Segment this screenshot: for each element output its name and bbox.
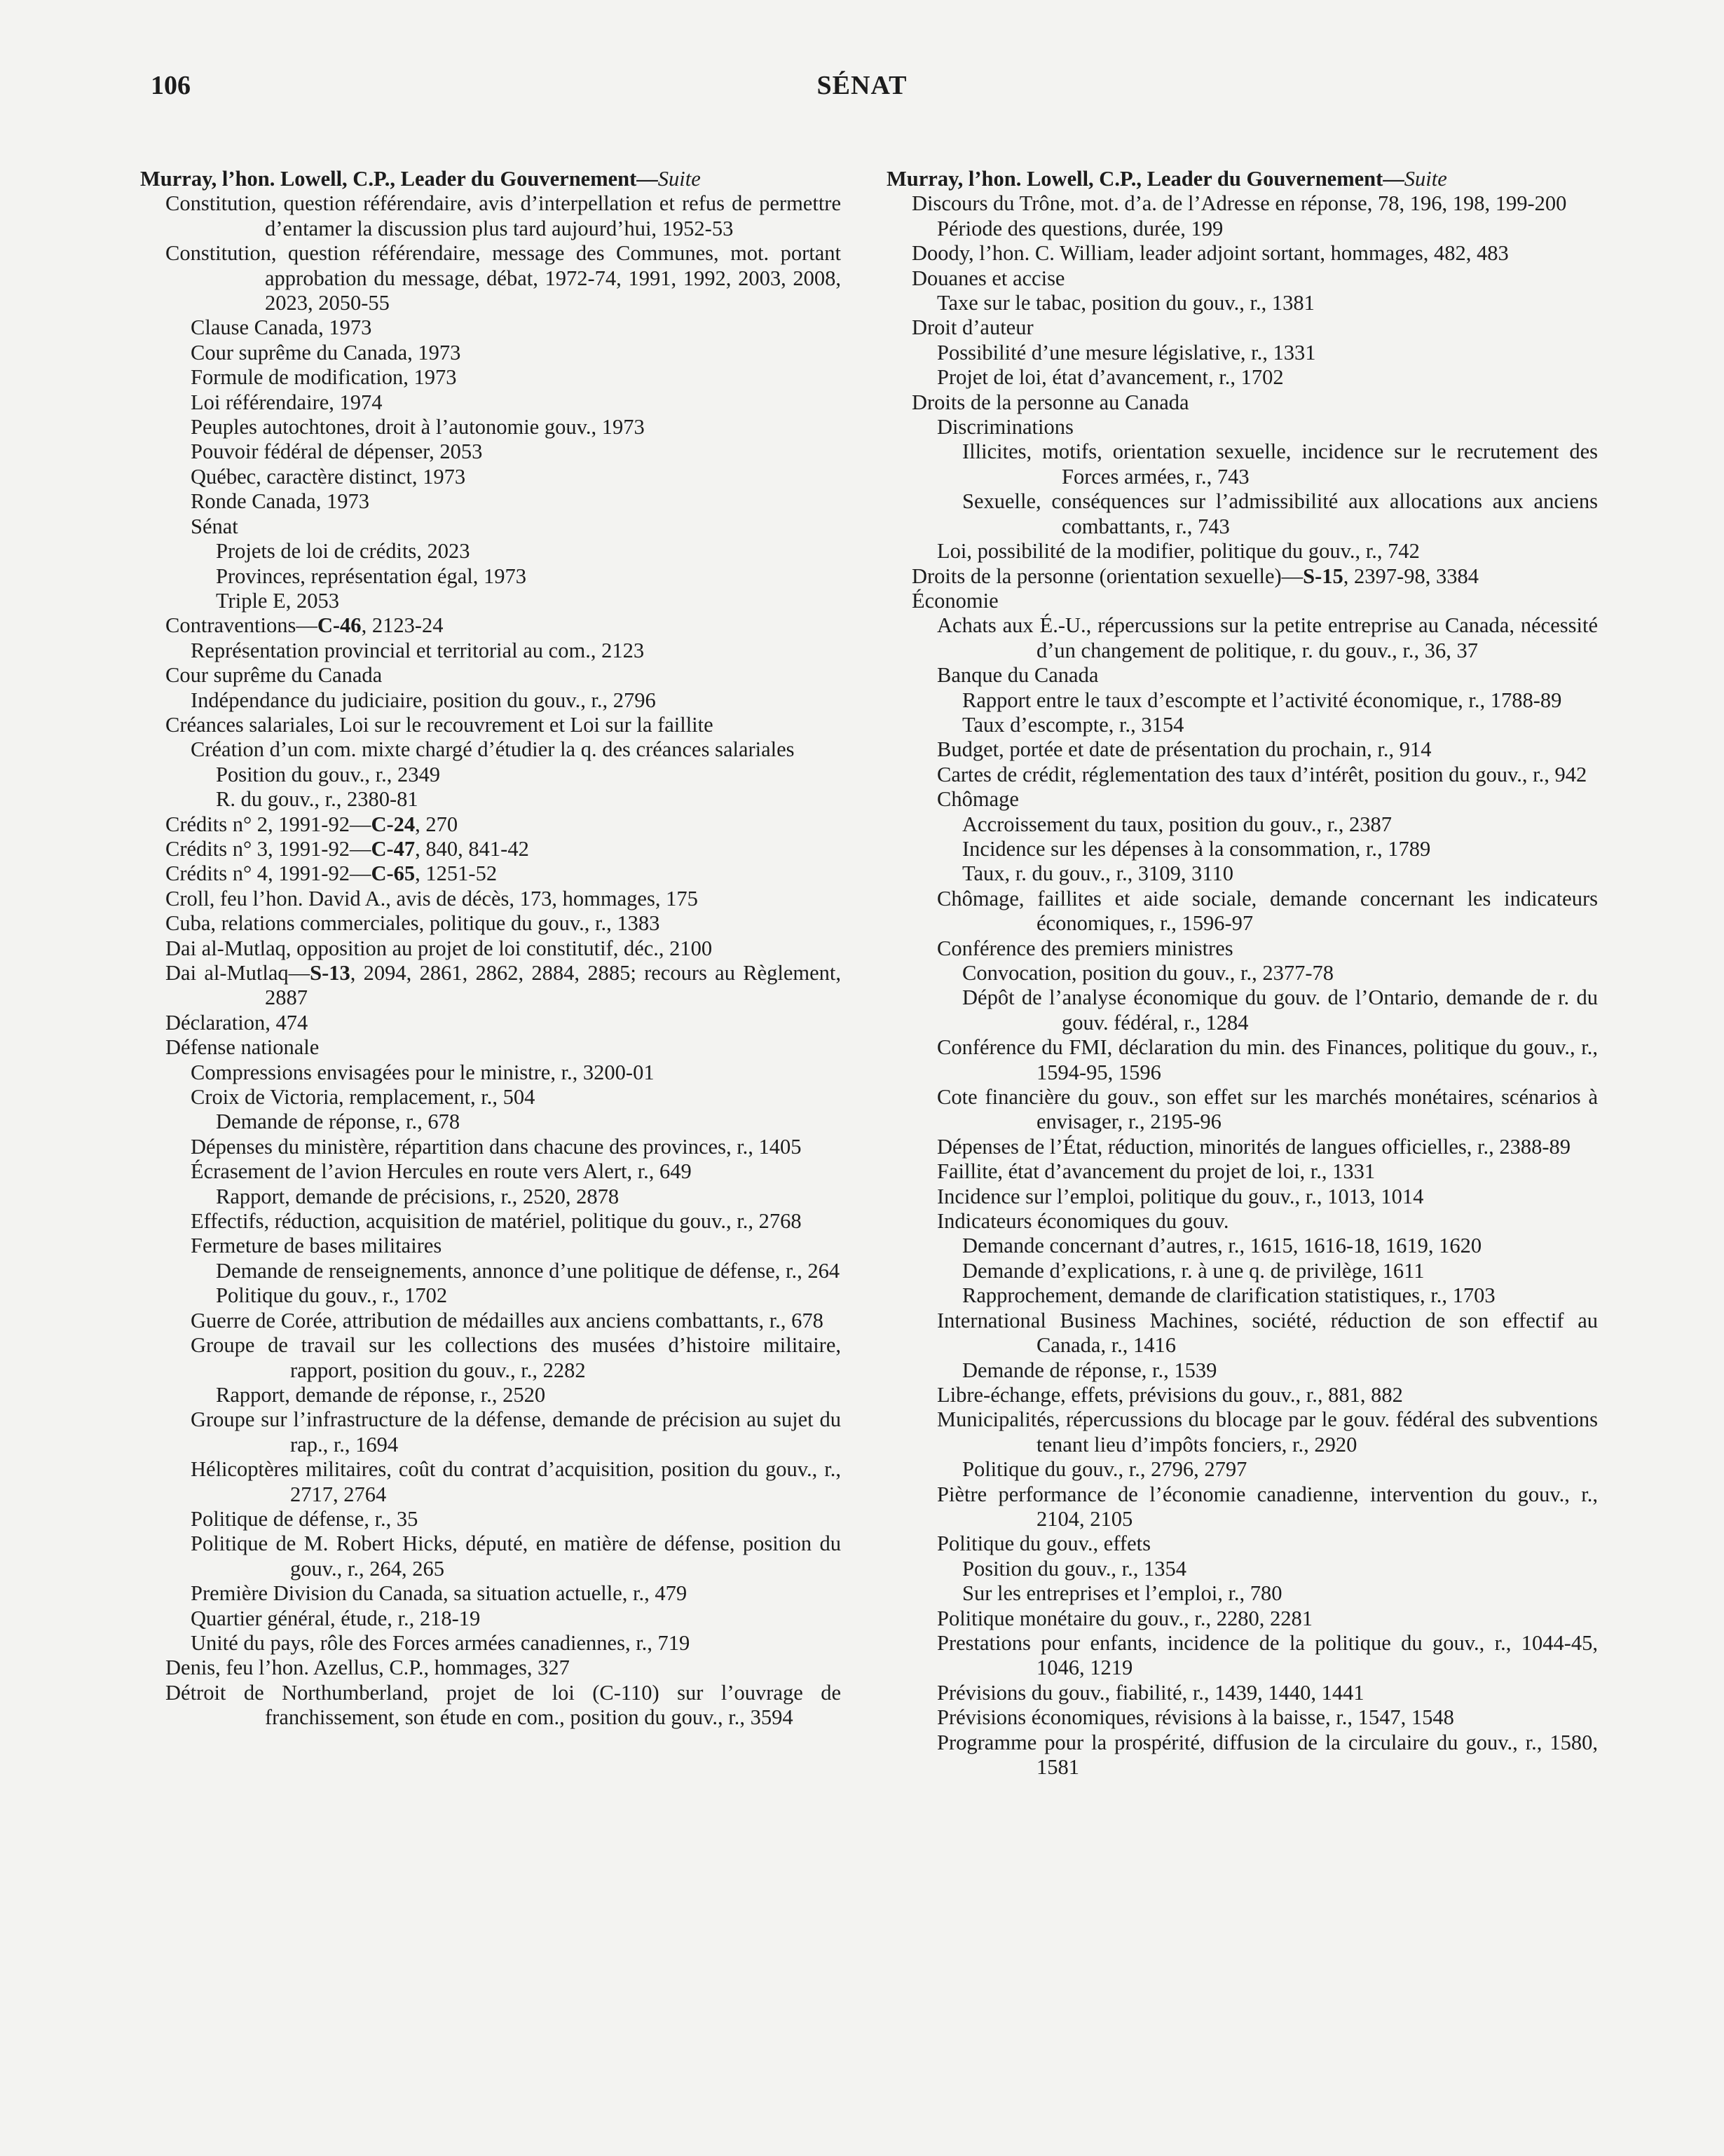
index-entry: [140, 191, 841, 241]
index-entry: [140, 415, 841, 439]
entry-text: Cartes de crédit, réglementation des taux d’intérêt, position du gouv., r., 942: [937, 762, 1587, 786]
index-entry: [887, 1457, 1598, 1482]
entry-text: Conférence des premiers ministres: [937, 936, 1233, 960]
entry-text: Position du gouv., r., 1354: [962, 1556, 1186, 1581]
index-entry: [887, 713, 1598, 737]
entry-suffix: Suite: [1404, 167, 1447, 191]
entry-references: , 2094, 2861, 2862, 2884, 2885; recours au Règlement, 2887: [265, 961, 841, 1010]
entry-text: Rapport, demande de réponse, r., 2520: [216, 1382, 546, 1407]
index-entry: [140, 1309, 841, 1333]
index-entry: [140, 539, 841, 564]
entry-text: Groupe de travail sur les collections des musées d’histoire militaire, rapport, position du gouv., r., 2282: [191, 1333, 841, 1382]
entry-text: Quartier général, étude, r., 218-19: [191, 1606, 481, 1630]
entry-text: Discriminations: [937, 415, 1074, 439]
index-entry: [140, 713, 841, 737]
entry-text: Clause Canada, 1973: [191, 315, 372, 340]
entry-text: Municipalités, répercussions du blocage par le gouv. fédéral des subventions tenant lieu d’impôts fonciers, r., 2920: [937, 1407, 1598, 1456]
index-entry: [140, 1185, 841, 1209]
index-entry: [887, 861, 1598, 886]
entry-references: , 2123-24: [361, 613, 444, 638]
index-entry: [887, 390, 1598, 415]
entry-text: Taxe sur le tabac, position du gouv., r., 1381: [937, 291, 1315, 315]
entry-text: Politique de défense, r., 35: [191, 1506, 418, 1531]
entry-text: Sénat: [191, 514, 238, 538]
index-column-right: [887, 167, 1598, 1780]
entry-text: Cour suprême du Canada: [165, 663, 383, 688]
entry-suffix: Suite: [657, 167, 701, 191]
entry-text: Indépendance du judiciaire, position du gouv., r., 2796: [191, 688, 656, 712]
bill-number: C-65: [371, 861, 416, 886]
index-entry: [887, 613, 1598, 663]
entry-text: Provinces, représentation égal, 1973: [216, 564, 526, 588]
index-entry: [887, 1358, 1598, 1383]
entry-text: Prévisions du gouv., fiabilité, r., 1439, 1440, 1441: [937, 1680, 1364, 1705]
entry-text: Sexuelle, conséquences sur l’admissibilité aux allocations aux anciens combattants, r., 743: [962, 489, 1598, 538]
index-entry: [887, 1482, 1598, 1532]
entry-text: Triple E, 2053: [216, 588, 339, 613]
index-entry: [887, 812, 1598, 837]
entry-text: Murray, l’hon. Lowell, C.P., Leader du Gouvernement—: [140, 167, 658, 191]
entry-text: Indicateurs économiques du gouv.: [937, 1209, 1229, 1234]
entry-references: , 840, 841-42: [415, 836, 529, 861]
index-entry: [887, 241, 1598, 266]
index-entry: [887, 936, 1598, 961]
entry-text: Possibilité d’une mesure législative, r., 1331: [937, 340, 1316, 364]
index-entry: [887, 1557, 1598, 1581]
entry-text: Incidence sur les dépenses à la consommation, r., 1789: [962, 836, 1431, 861]
entry-text: Compressions envisagées pour le ministre, r., 3200-01: [191, 1060, 655, 1084]
index-entry: [887, 1035, 1598, 1085]
index-entry: [140, 315, 841, 340]
index-entry: [140, 589, 841, 613]
entry-text: Droits de la personne au Canada: [912, 390, 1189, 414]
index-entry: [140, 812, 841, 837]
entry-text: Chômage: [937, 787, 1019, 812]
entry-text: Première Division du Canada, sa situation actuelle, r., 479: [191, 1581, 687, 1606]
index-entry: [140, 1110, 841, 1134]
entry-text: Convocation, position du gouv., r., 2377-78: [962, 961, 1334, 985]
entry-text: Demande d’explications, r. à une q. de privilège, 1611: [962, 1258, 1425, 1283]
entry-text: Taux d’escompte, r., 3154: [962, 712, 1184, 737]
index-entry: [887, 1085, 1598, 1135]
entry-text: Cuba, relations commerciales, politique du gouv., r., 1383: [165, 911, 660, 936]
index-entry: [140, 1457, 841, 1507]
index-entry: [140, 688, 841, 713]
entry-text: Groupe sur l’infrastructure de la défense, demande de précision au sujet du rap., r., 1694: [191, 1407, 841, 1456]
index-entry: [140, 1507, 841, 1531]
entry-text: Rapport, demande de précisions, r., 2520, 2878: [216, 1184, 620, 1208]
entry-text: Dépôt de l’analyse économique du gouv. de l’Ontario, demande de r. du gouv. fédéral, r., 1284: [962, 985, 1598, 1035]
entry-text: Rapprochement, demande de clarification statistiques, r., 1703: [962, 1283, 1496, 1308]
entry-text: Rapport entre le taux d’escompte et l’activité économique, r., 1788-89: [962, 688, 1562, 712]
entry-text: R. du gouv., r., 2380-81: [216, 787, 418, 812]
entry-text: Dépenses de l’État, réduction, minorités de langues officielles, r., 2388-89: [937, 1134, 1571, 1159]
entry-text: Denis, feu l’hon. Azellus, C.P., hommages, 327: [165, 1656, 570, 1680]
index-entry: [140, 365, 841, 390]
entry-text: Croll, feu l’hon. David A., avis de décès, 173, hommages, 175: [165, 886, 698, 910]
index-entry: [140, 514, 841, 539]
entry-text: Achats aux É.-U., répercussions sur la petite entreprise au Canada, nécessité d’un changement de politique, r. du gouv., r., 36, 37: [937, 613, 1598, 662]
running-head: SÉNAT: [816, 71, 908, 100]
entry-text: Demande de réponse, r., 1539: [962, 1358, 1217, 1382]
entry-text: Dépenses du ministère, répartition dans chacune des provinces, r., 1405: [191, 1134, 802, 1159]
index-entry: [887, 1259, 1598, 1283]
index-entry: [140, 737, 841, 762]
index-entry: [140, 439, 841, 464]
entry-text: Politique de M. Robert Hicks, député, en matière de défense, position du gouv., r., 264, 265: [191, 1531, 841, 1581]
entry-text: Conférence du FMI, déclaration du min. des Finances, politique du gouv., r., 1594-95, 1596: [937, 1035, 1598, 1084]
entry-text: Crédits n° 3, 1991-92—: [165, 836, 371, 861]
entry-text: Dai al-Mutlaq—: [165, 961, 310, 985]
entry-text: Demande concernant d’autres, r., 1615, 1616-18, 1619, 1620: [962, 1234, 1482, 1258]
index-entry: [887, 663, 1598, 688]
entry-text: Demande de réponse, r., 678: [216, 1110, 460, 1134]
entry-text: Loi référendaire, 1974: [191, 390, 383, 414]
index-entry: [887, 887, 1598, 936]
entry-text: Croix de Victoria, remplacement, r., 504: [191, 1085, 535, 1110]
index-entry: [140, 663, 841, 688]
entry-text: Discours du Trône, mot. d’a. de l’Adresse en réponse, 78, 196, 198, 199-200: [912, 191, 1567, 216]
entry-text: Créances salariales, Loi sur le recouvrement et Loi sur la faillite: [165, 712, 713, 737]
index-entry: [887, 961, 1598, 985]
index-entry: [140, 861, 841, 886]
index-entry: [887, 1407, 1598, 1457]
index-entry: [140, 763, 841, 787]
index-entry: [140, 1283, 841, 1308]
entry-text: Piètre performance de l’économie canadienne, intervention du gouv., r., 2104, 2105: [937, 1482, 1598, 1531]
entry-text: Création d’un com. mixte chargé d’étudier la q. des créances salariales: [191, 737, 795, 762]
entry-text: Fermeture de bases militaires: [191, 1234, 442, 1258]
entry-text: Écrasement de l’avion Hercules en route vers Alert, r., 649: [191, 1159, 692, 1184]
index-entry: [140, 1631, 841, 1656]
entry-references: , 270: [415, 812, 458, 836]
entry-text: Programme pour la prospérité, diffusion de la circulaire du gouv., r., 1580, 1581: [937, 1730, 1598, 1779]
index-entry: [887, 564, 1598, 589]
index-heading: [887, 167, 1598, 191]
index-entry: [887, 266, 1598, 291]
index-entry: [140, 1531, 841, 1581]
index-entry: [140, 1234, 841, 1258]
entry-text: Banque du Canada: [937, 663, 1099, 688]
index-entry: [140, 1681, 841, 1731]
bill-number: S-15: [1303, 564, 1343, 588]
index-entry: [887, 1606, 1598, 1631]
index-entry: [140, 241, 841, 315]
entry-text: Accroissement du taux, position du gouv., r., 2387: [962, 812, 1393, 836]
entry-text: Unité du pays, rôle des Forces armées canadiennes, r., 719: [191, 1630, 690, 1655]
entry-references: , 2397-98, 3384: [1343, 564, 1479, 588]
entry-text: Droit d’auteur: [912, 315, 1034, 340]
entry-text: Période des questions, durée, 199: [937, 216, 1224, 240]
index-entry: [140, 1606, 841, 1631]
entry-text: Libre-échange, effets, prévisions du gouv., r., 881, 882: [937, 1382, 1403, 1407]
entry-text: Cote financière du gouv., son effet sur les marchés monétaires, scénarios à envisager, r., 2195-96: [937, 1085, 1598, 1134]
index-entry: [887, 1309, 1598, 1358]
entry-text: Crédits n° 2, 1991-92—: [165, 812, 371, 836]
index-entry: [140, 1209, 841, 1234]
entry-text: Chômage, faillites et aide sociale, demande concernant les indicateurs économiques, r., 1596-97: [937, 886, 1598, 936]
entry-text: Dai al-Mutlaq, opposition au projet de loi constitutif, déc., 2100: [165, 936, 713, 960]
index-entry: [887, 191, 1598, 216]
index-entry: [887, 1681, 1598, 1705]
index-entry: [887, 1234, 1598, 1258]
index-entry: [887, 1185, 1598, 1209]
index-entry: [887, 1531, 1598, 1556]
entry-text: Prévisions économiques, révisions à la baisse, r., 1547, 1548: [937, 1705, 1454, 1730]
index-entry: [140, 489, 841, 514]
entry-text: Budget, portée et date de présentation du prochain, r., 914: [937, 737, 1432, 762]
entry-text: Faillite, état d’avancement du projet de loi, r., 1331: [937, 1159, 1376, 1184]
index-entry: [140, 787, 841, 812]
index-entry: [887, 341, 1598, 365]
index-entry: [140, 1011, 841, 1035]
index-entry: [140, 1383, 841, 1407]
index-entry: [140, 1333, 841, 1383]
index-entry: [887, 1283, 1598, 1308]
page-header: [151, 70, 1573, 112]
index-entry: [140, 639, 841, 663]
index-entry: [887, 439, 1598, 489]
index-entry: [140, 341, 841, 365]
entry-text: Cour suprême du Canada, 1973: [191, 340, 461, 364]
entry-text: Politique du gouv., effets: [937, 1531, 1151, 1556]
index-entry: [140, 911, 841, 936]
index-entry: [887, 737, 1598, 762]
entry-text: Position du gouv., r., 2349: [216, 762, 440, 786]
entry-text: Crédits n° 4, 1991-92—: [165, 861, 371, 886]
index-entry: [140, 390, 841, 415]
index-entry: [887, 217, 1598, 241]
index-entry: [140, 887, 841, 911]
entry-text: Constitution, question référendaire, avis d’interpellation et refus de permettre d’entamer la discussion plus tard aujourd’hui, 1952-53: [165, 191, 841, 240]
entry-text: Doody, l’hon. C. William, leader adjoint sortant, hommages, 482, 483: [912, 241, 1509, 266]
entry-text: Ronde Canada, 1973: [191, 489, 369, 514]
entry-text: Hélicoptères militaires, coût du contrat d’acquisition, position du gouv., r., 2717, 2764: [191, 1457, 841, 1506]
index-entry: [140, 936, 841, 961]
entry-text: Défense nationale: [165, 1035, 320, 1060]
index-heading: [140, 167, 841, 191]
index-column-left: [140, 167, 841, 1731]
entry-text: Politique du gouv., r., 2796, 2797: [962, 1457, 1247, 1482]
index-entry: [140, 1259, 841, 1283]
entry-text: Déclaration, 474: [165, 1010, 308, 1035]
entry-text: Incidence sur l’emploi, politique du gouv., r., 1013, 1014: [937, 1184, 1424, 1208]
entry-text: Contraventions—: [165, 613, 317, 638]
index-entry: [887, 589, 1598, 613]
entry-text: Pouvoir fédéral de dépenser, 2053: [191, 439, 483, 464]
index-entry: [140, 1060, 841, 1085]
entry-text: Projets de loi de crédits, 2023: [216, 539, 470, 564]
index-entry: [887, 1581, 1598, 1606]
index-entry: [140, 1035, 841, 1060]
entry-text: Québec, caractère distinct, 1973: [191, 464, 466, 489]
index-entry: [140, 1656, 841, 1680]
entry-text: Effectifs, réduction, acquisition de matériel, politique du gouv., r., 2768: [191, 1209, 802, 1234]
entry-text: Constitution, question référendaire, message des Communes, mot. portant approbation du message, débat, 1972-74, 1991, 1992, 2003, 2008, 2023, 2050-55: [165, 241, 841, 315]
page-number: 106: [151, 71, 191, 100]
index-entry: [887, 1209, 1598, 1234]
index-entry: [140, 1135, 841, 1159]
entry-text: Droits de la personne (orientation sexuelle)—: [912, 564, 1304, 588]
index-entry: [887, 763, 1598, 787]
entry-text: Projet de loi, état d’avancement, r., 1702: [937, 365, 1284, 390]
entry-references: , 1251-52: [415, 861, 498, 886]
index-entry: [887, 1159, 1598, 1184]
entry-text: International Business Machines, société, réduction de son effectif au Canada, r., 1416: [937, 1308, 1598, 1358]
entry-text: Économie: [912, 588, 999, 613]
entry-text: Murray, l’hon. Lowell, C.P., Leader du Gouvernement—: [887, 167, 1404, 191]
index-entry: [887, 837, 1598, 861]
index-entry: [140, 961, 841, 1011]
bill-number: C-24: [371, 812, 416, 836]
bill-number: S-13: [310, 961, 350, 985]
index-entry: [887, 1705, 1598, 1730]
bill-number: C-47: [371, 836, 416, 861]
index-entry: [887, 489, 1598, 539]
index-entry: [140, 1085, 841, 1110]
entry-text: Politique du gouv., r., 1702: [216, 1283, 448, 1308]
index-entry: [887, 1631, 1598, 1681]
index-entry: [887, 315, 1598, 340]
entry-text: Représentation provincial et territorial au com., 2123: [191, 638, 645, 662]
entry-text: Taux, r. du gouv., r., 3109, 3110: [962, 861, 1233, 886]
index-entry: [140, 1407, 841, 1457]
index-entry: [140, 837, 841, 861]
entry-text: Guerre de Corée, attribution de médailles aux anciens combattants, r., 678: [191, 1308, 823, 1332]
entry-text: Prestations pour enfants, incidence de la politique du gouv., r., 1044-45, 1046, 1219: [937, 1630, 1598, 1680]
entry-text: Formule de modification, 1973: [191, 365, 457, 390]
index-entry: [887, 1135, 1598, 1159]
index-entry: [887, 787, 1598, 812]
index-entry: [140, 1159, 841, 1184]
index-entry: [140, 564, 841, 589]
index-entry: [887, 985, 1598, 1035]
entry-text: Sur les entreprises et l’emploi, r., 780: [962, 1581, 1282, 1606]
index-entry: [140, 613, 841, 638]
entry-text: Illicites, motifs, orientation sexuelle, incidence sur le recrutement des Forces armées, r., 743: [962, 439, 1598, 489]
index-entry: [887, 415, 1598, 439]
entry-text: Politique monétaire du gouv., r., 2280, 2281: [937, 1606, 1313, 1630]
index-entry: [140, 1581, 841, 1606]
index-entry: [887, 365, 1598, 390]
entry-text: Peuples autochtones, droit à l’autonomie gouv., 1973: [191, 415, 645, 439]
index-entry: [887, 539, 1598, 564]
index-entry: [887, 1731, 1598, 1780]
index-entry: [887, 291, 1598, 315]
bill-number: C-46: [317, 613, 362, 638]
index-entry: [140, 465, 841, 489]
index-entry: [887, 688, 1598, 713]
entry-text: Demande de renseignements, annonce d’une politique de défense, r., 264: [216, 1258, 840, 1283]
index-entry: [887, 1383, 1598, 1407]
entry-text: Douanes et accise: [912, 266, 1065, 290]
entry-text: Loi, possibilité de la modifier, politique du gouv., r., 742: [937, 539, 1420, 564]
entry-text: Détroit de Northumberland, projet de loi (C-110) sur l’ouvrage de franchissement, son étude en com., position du gouv., r., 3594: [165, 1680, 841, 1730]
